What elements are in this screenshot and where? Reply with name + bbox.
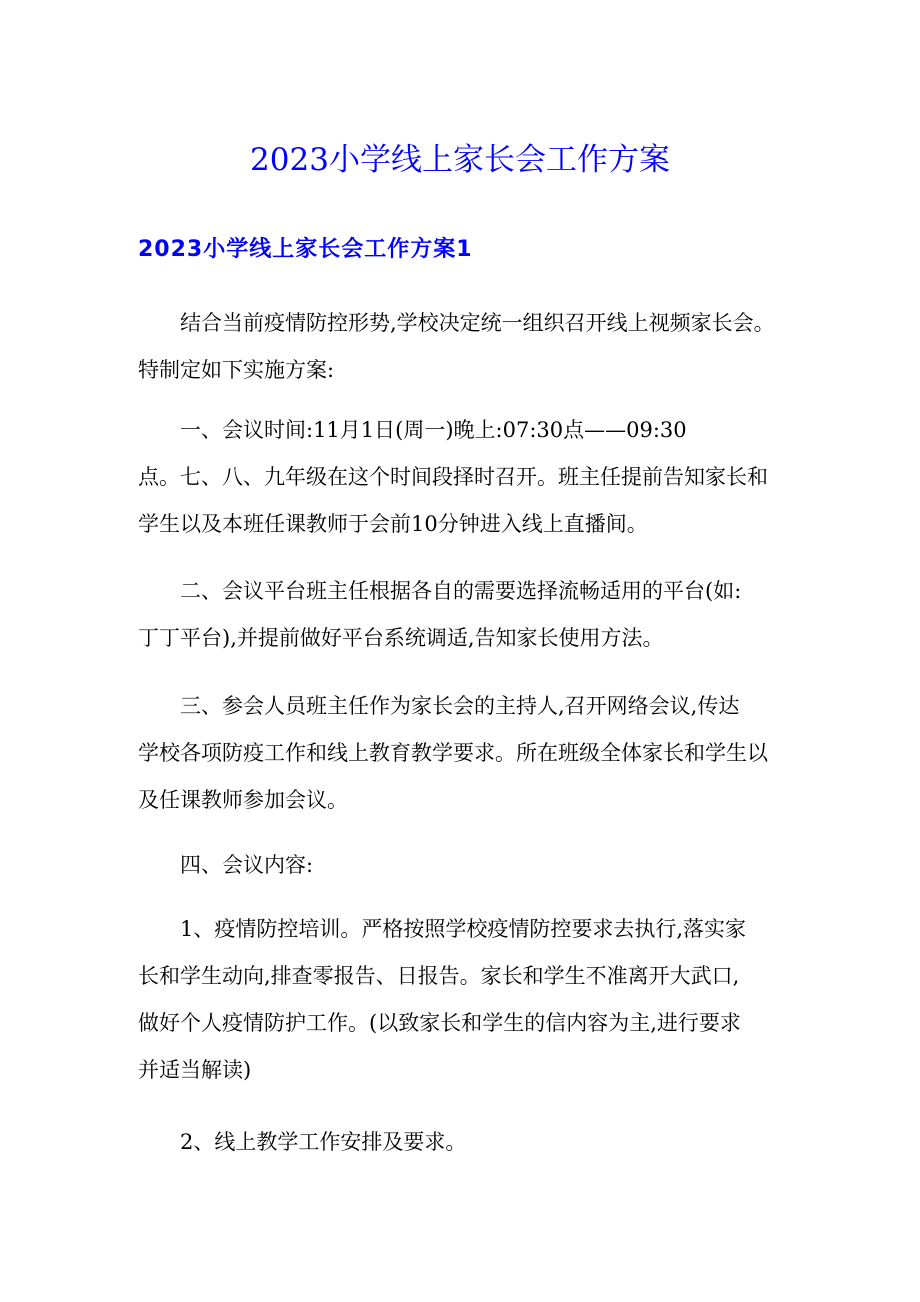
paragraph-line: 丁丁平台),并提前做好平台系统调适,告知家长使用方法。 — [138, 626, 664, 650]
paragraph-meeting-time — [138, 407, 788, 548]
paragraph-line: 做好个人疫情防护工作。(以致家长和学生的信内容为主,进行要求 — [138, 1011, 741, 1035]
paragraph-epidemic-training — [138, 906, 788, 1094]
paragraph-intro — [138, 300, 788, 394]
paragraph-line: 点。七、八、九年级在这个时间段择时召开。班主任提前告知家长和 — [138, 465, 768, 489]
paragraph-line: 及任课教师参加会议。 — [138, 788, 348, 812]
paragraph-line: 长和学生动向,排查零报告、日报告。家长和学生不准离开大武口, — [138, 964, 740, 988]
paragraph-line: 一、会议时间:11月1日(周一)晚上:07:30点——09:30 — [180, 418, 687, 442]
paragraph-line: 2、线上教学工作安排及要求。 — [180, 1130, 467, 1154]
paragraph-line: 三、参会人员班主任作为家长会的主持人,召开网络会议,传达 — [180, 694, 740, 718]
paragraph-line: 1、疫情防控培训。严格按照学校疫情防控要求去执行,落实家 — [180, 917, 747, 941]
paragraph-line: 学生以及本班任课教师于会前10分钟进入线上直播间。 — [138, 512, 648, 536]
document-title: 2023小学线上家长会工作方案 — [250, 142, 670, 178]
paragraph-online-teaching — [138, 1119, 788, 1166]
paragraph-meeting-content — [138, 842, 788, 889]
paragraph-line: 二、会议平台班主任根据各自的需要选择流畅适用的平台(如: — [180, 579, 742, 603]
paragraph-line: 学校各项防疫工作和线上教育教学要求。所在班级全体家长和学生以 — [138, 741, 768, 765]
paragraph-line: 并适当解读) — [138, 1058, 252, 1082]
section-heading: 2023小学线上家长会工作方案1 — [138, 237, 473, 262]
paragraph-line: 四、会议内容: — [180, 853, 314, 877]
paragraph-meeting-platform — [138, 568, 788, 662]
paragraph-line: 结合当前疫情防控形势,学校决定统一组织召开线上视频家长会。 — [180, 311, 775, 335]
paragraph-line: 特制定如下实施方案: — [138, 358, 335, 382]
paragraph-attendees — [138, 683, 788, 824]
